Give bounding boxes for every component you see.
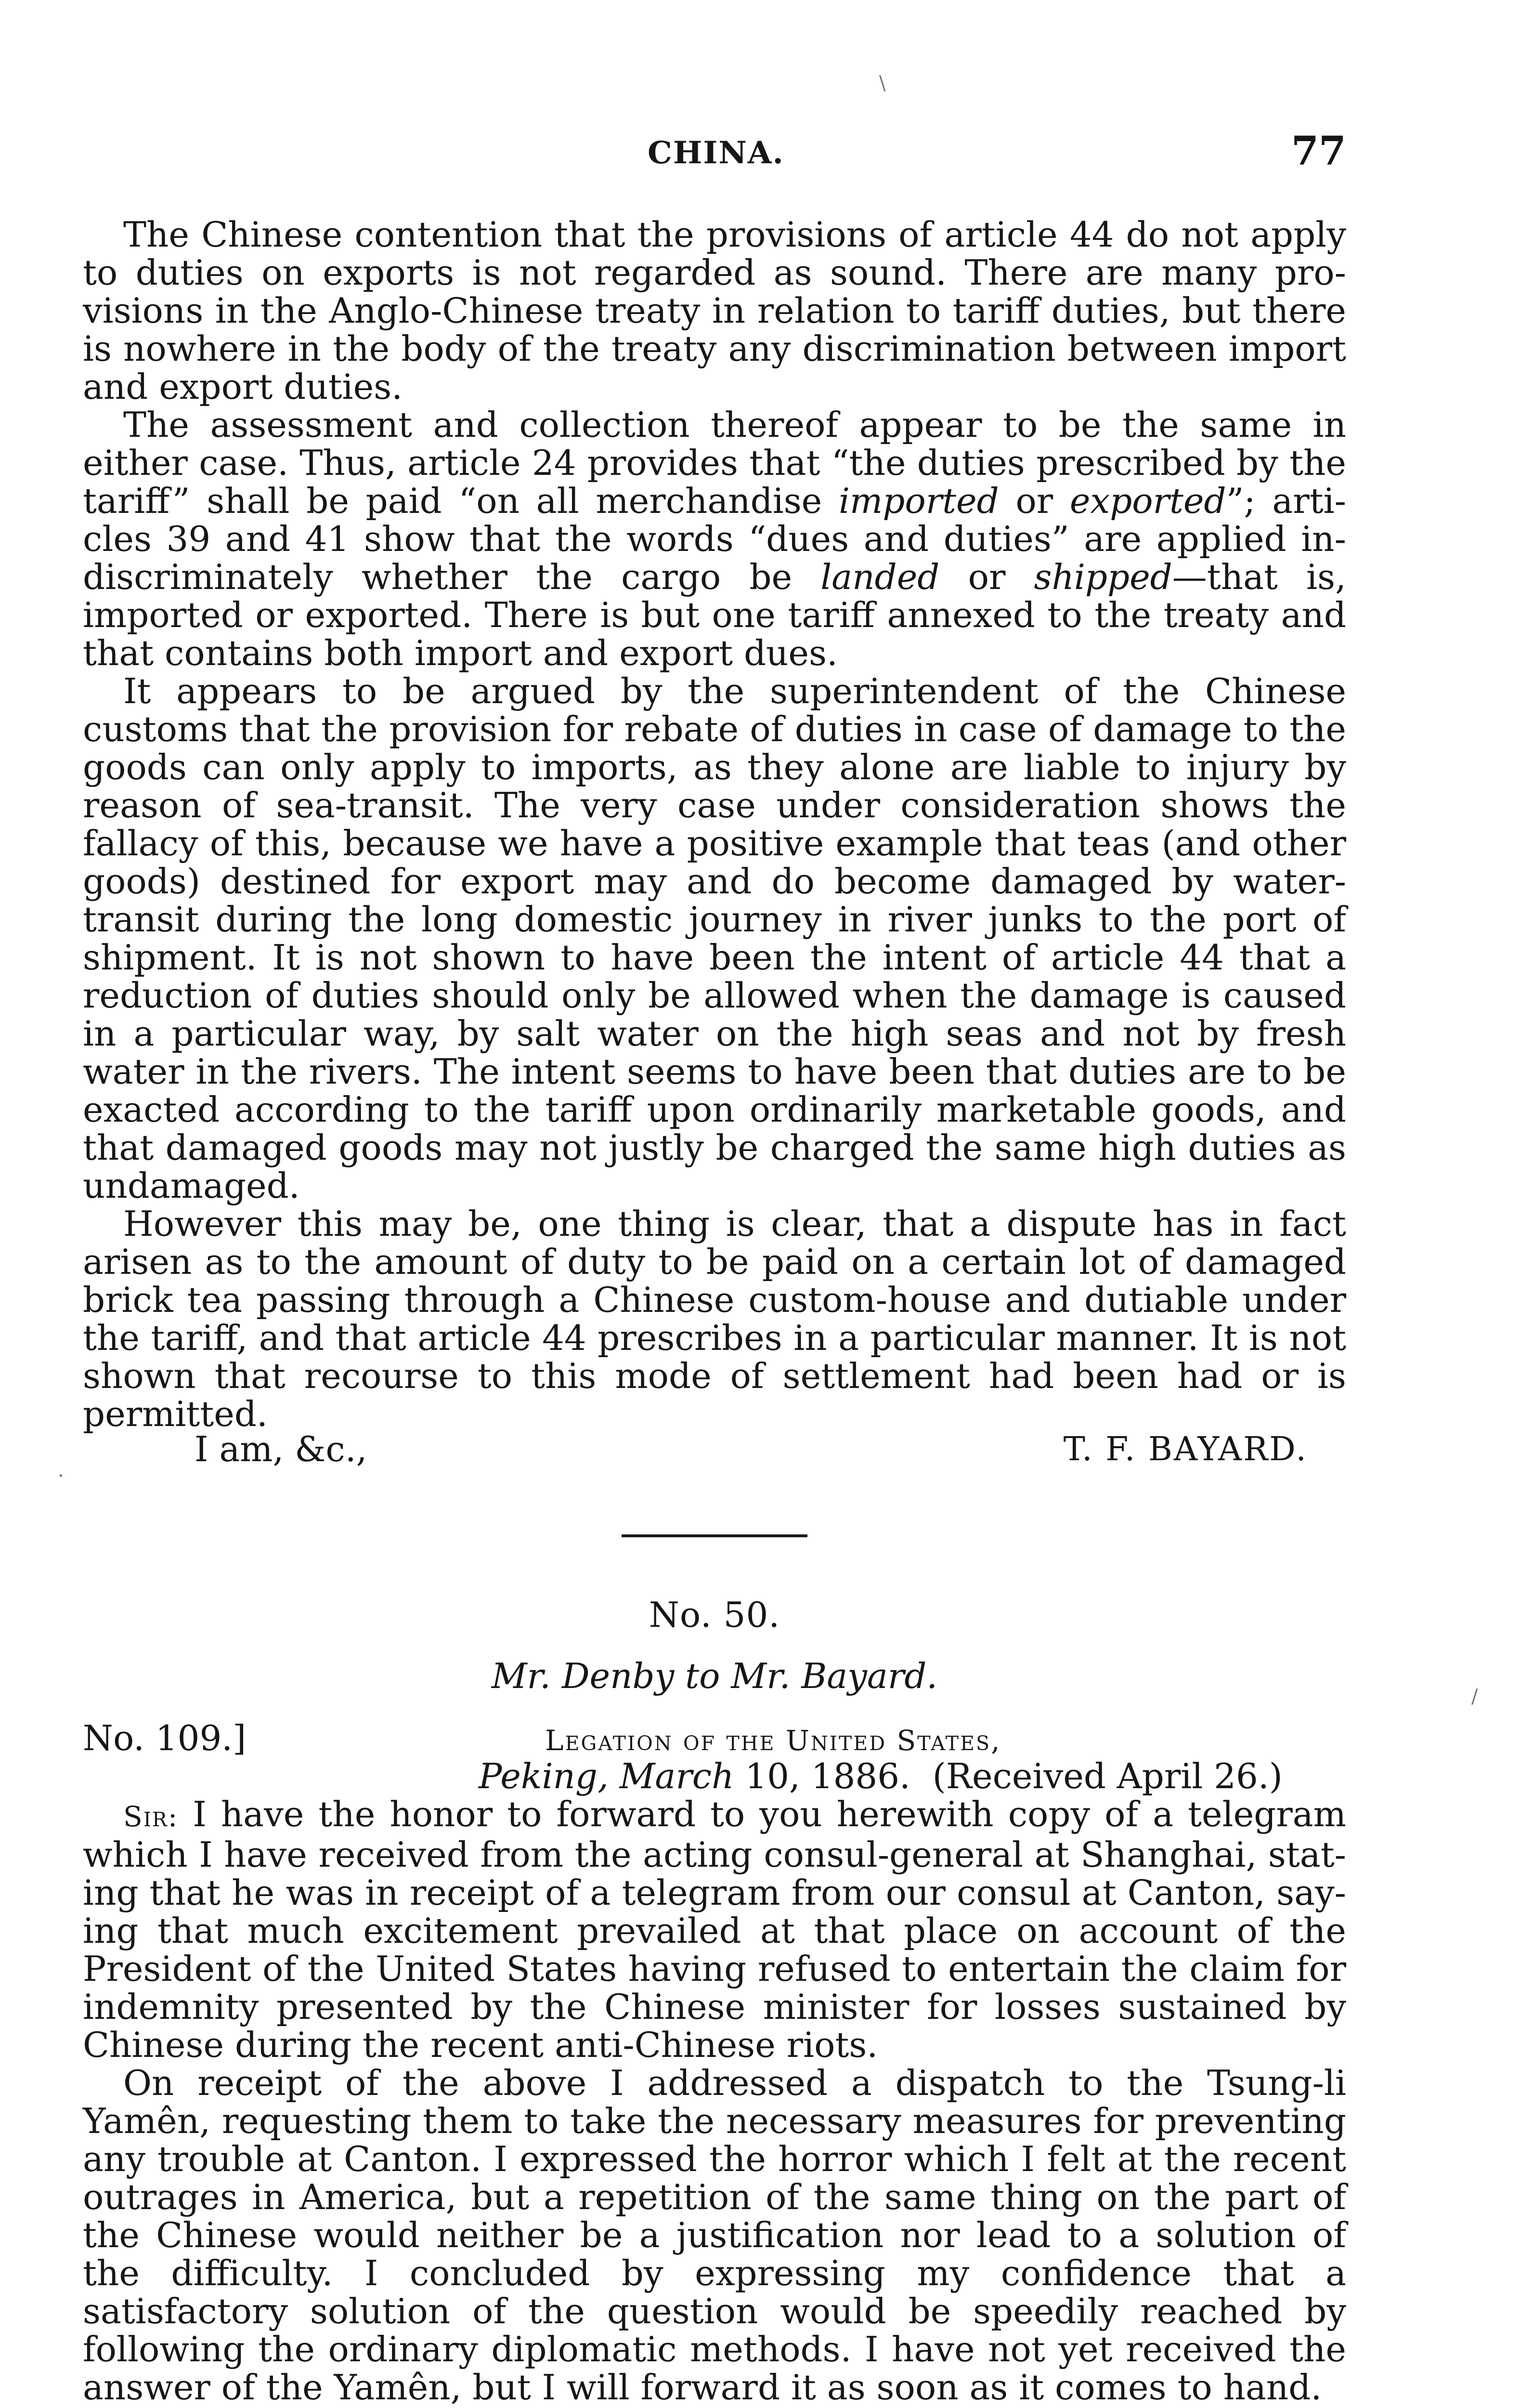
- page-number: 77: [1291, 128, 1346, 174]
- text-run: ”; articles 39 and 41 show that the words “dues and duties” are applied indiscriminately whether the cargo be: [83, 481, 1346, 597]
- paragraph: The Chinese contention that the provisions of article 44 do not apply to duties on exports is not regarded as sound. There are many provisions in the Anglo-Chinese treaty in relation to tariff duties, but there is nowhere in the body of the treaty any discrimination between import and export duties.: [83, 214, 1346, 407]
- section-divider: [622, 1534, 807, 1537]
- italic-term: imported: [838, 481, 999, 521]
- place-date: [479, 1757, 1283, 1795]
- scan-speck: /: [1471, 1686, 1478, 1708]
- date-year: 10, 1886.: [734, 1756, 910, 1796]
- place-date-italic: Peking, March: [479, 1756, 734, 1796]
- paragraph: However this may be, one thing is clear, that a dispute has in fact arisen as to the amount of duty to be paid on a certain lot of damaged brick tea passing through a Chinese custom-house and dutiable under the tariff, and that article 44 prescribes in a particular manner. It is not shown that recourse to this mode of settlement had been had or is permitted.: [83, 1204, 1346, 1434]
- signature: T. F. BAYARD.: [1063, 1430, 1308, 1468]
- italic-term: exported: [1069, 481, 1226, 521]
- text-run: or: [999, 481, 1070, 521]
- salutation: Sir:: [123, 1800, 179, 1833]
- paragraph: On receipt of the above I addressed a dispatch to the Tsung-li Yamên, requesting them to take the necessary measures for preventing any trouble at Canton. I expressed the horror which I felt at the recent outrages in America, but a repetition of the same thing on the part of the Chinese would neither be a justification nor lead to a solution of the difficulty. I concluded by expressing my confidence that a satisfactory solution of the question would be speedily reached by following the ordinary diplomatic methods. I have not yet received the answer of the Yamên, but I will forward it as soon as it comes to hand.: [83, 2063, 1346, 2408]
- paragraph: [83, 1795, 1346, 2064]
- paragraph: It appears to be argued by the superintendent of the Chinese customs that the provision for rebate of duties in case of damage to the goods can only apply to imports, as they alone are liable to injury by reason of sea-transit. The very case under consideration shows the fallacy of this, because we have a positive example that teas (and other goods) destined for export may and do become damaged by water-transit during the long domestic journey in river junks to the port of shipment. It is not shown to have been the intent of article 44 that a reduction of duties should only be allowed when the damage is caused in a particular way, by salt water on the high seas and not by fresh water in the rivers. The intent seems to have been that duties are to be exacted according to the tariff upon ordinarily marketable goods, and that damaged goods may not justly be charged the same high duties as undamaged.: [83, 671, 1346, 1206]
- running-title: CHINA.: [648, 135, 784, 171]
- received-date: (Received April 26.): [932, 1756, 1283, 1796]
- paragraph: [83, 406, 1346, 672]
- italic-term: shipped: [1034, 557, 1172, 597]
- dispatch-reference: No. 109.]: [83, 1718, 247, 1758]
- text-run: The assessment and collection thereof appear to be the same in either case. Thus, article 24 provides that “the duties prescribed by the tariff” shall be paid “on all merchandise: [83, 405, 1346, 521]
- dateline: [83, 1719, 1346, 1795]
- document-number: No. 50.: [649, 1595, 780, 1635]
- text-run: I have the honor to forward to you herewith copy of a telegram which I have received from the acting consul-general at Shanghai, stating that he was in receipt of a telegram from our consul at Canton, saying that much excitement prevailed at that place on account of the President of the United States having refused to entertain the claim for indemnity presented by the Chinese minister for losses sustained by Chinese during the recent anti-Chinese riots.: [83, 1794, 1346, 2065]
- text-run: or: [939, 557, 1034, 597]
- letter-heading: Mr. Denby to Mr. Bayard.: [491, 1656, 938, 1696]
- origin-text: Legation of the United States,: [545, 1724, 1001, 1757]
- italic-term: landed: [820, 557, 940, 597]
- sender-origin: [545, 1719, 1001, 1760]
- page-body: [83, 216, 1346, 2407]
- closing: I am, &c.,: [195, 1429, 367, 1469]
- scan-speck: \: [879, 72, 886, 94]
- signoff: [83, 1430, 1346, 1475]
- text-run: —that is, imported or exported. There is but one tariff annexed to the treaty and that contains both import and export dues.: [83, 557, 1346, 673]
- scan-speck: .: [58, 1459, 64, 1481]
- running-head: [0, 128, 1533, 183]
